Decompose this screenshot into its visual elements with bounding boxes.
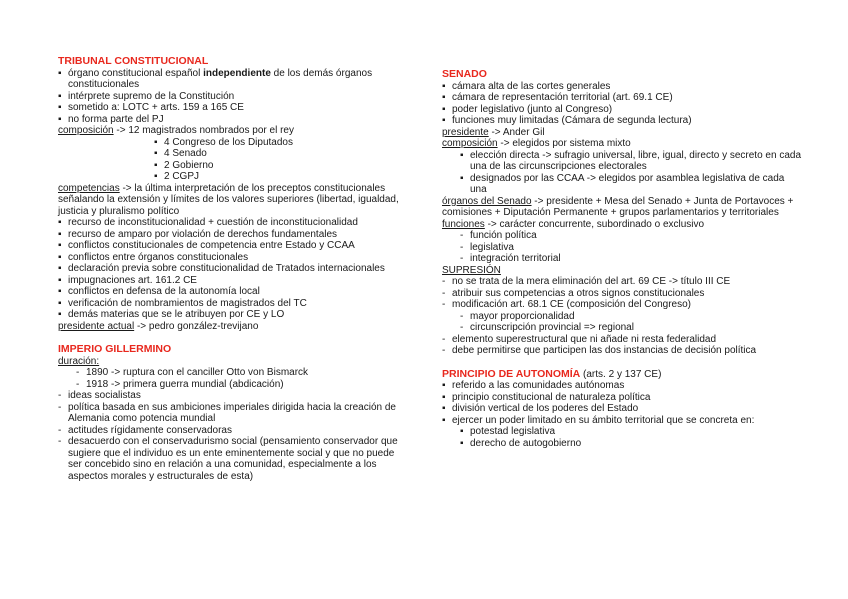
left-column — [58, 56, 408, 482]
list-item: ▪ conflictos constitucionales de competencia entre Estado y CCAA — [58, 240, 355, 251]
list-item: ▪ principio constitucional de naturaleza política — [442, 391, 651, 403]
list-item: ▪ no forma parte del PJ — [58, 113, 164, 125]
list-item: ▪ recurso de inconstitucionalidad + cuestión de inconstitucionalidad — [58, 217, 358, 228]
list-item: - modificación art. 68.1 CE (composición del Congreso) — [442, 299, 691, 310]
list-item: ▪ declaración previa sobre constitucionalidad de Tratados internacionales — [58, 263, 385, 274]
list-item: ▪ sometido a: LOTC + arts. 159 a 165 CE — [58, 102, 244, 113]
list-item: - mayor proporcionalidad — [460, 310, 575, 322]
list-item: ▪ potestad legislativa — [460, 426, 556, 437]
list-item: ▪ intérprete supremo de la Constitución — [58, 90, 235, 102]
list-item: - 1918 -> primera guerra mundial (abdicación) — [76, 378, 284, 390]
list-item: ▪ 4 Congreso de los Diputados — [154, 136, 293, 148]
list-item: ▪ 2 Gobierno — [154, 159, 214, 171]
presidente-line: presidente actual -> pedro gonzález-trevijano — [58, 320, 259, 332]
funciones-line: funciones -> carácter concurrente, subordinado o exclusivo — [442, 218, 705, 230]
list-item: ▪ derecho de autogobierno — [460, 437, 582, 449]
composicion-line: composición -> elegidos por sistema mixto — [442, 138, 631, 149]
list-item: ▪ 4 Senado — [154, 148, 207, 159]
list-item: ▪ conflictos en defensa de la autonomía local — [58, 286, 260, 297]
list-item: - debe permitirse que participen las dos instancias de decisión política — [442, 345, 757, 356]
list-item: - elemento superestructural que ni añade ni resta federalidad — [442, 333, 717, 345]
list-item: ▪ funciones muy limitadas (Cámara de segunda lectura) — [442, 115, 692, 126]
list-item: ▪ demás materias que se le atribuyen por CE y LO — [58, 309, 285, 320]
list-item: ▪ impugnaciones art. 161.2 CE — [58, 274, 197, 286]
tribunal-heading: TRIBUNAL CONSTITUCIONAL — [58, 55, 209, 67]
list-item: ▪ verificación de nombramientos de magistrados del TC — [58, 297, 307, 309]
list-item: - función política — [460, 230, 537, 241]
organos-paragraph: órganos del Senado -> presidente + Mesa del Senado + Junta de Portavoces + comisiones + Diputación Permanente + grupos parlamentarios y territoriales — [442, 195, 794, 218]
list-item: - legislativa — [460, 241, 514, 253]
list-item: ▪ 2 CGPJ — [154, 171, 200, 182]
list-item: ▪ poder legislativo (junto al Congreso) — [442, 103, 613, 115]
list-item: - integración territorial — [460, 253, 561, 264]
imperio-heading: IMPERIO GILLERMINO — [58, 343, 172, 355]
list-item: - política basada en sus ambiciones imperiales dirigida hacia la creación de Alemania como potencia mundial — [58, 401, 396, 424]
list-item: - actitudes rígidamente conservadoras — [58, 424, 232, 436]
list-item: - 1890 -> ruptura con el canciller Otto von Bismarck — [76, 367, 309, 378]
list-item: ▪ conflictos entre órganos constitucionales — [58, 251, 249, 263]
supresion-label: SUPRESIÓN — [442, 264, 501, 276]
list-item: ▪ designados por las CCAA -> elegidos por asamblea legislativa de cada una — [460, 172, 785, 195]
list-item: ▪ elección directa -> sufragio universal, libre, igual, directo y secreto en cada una de las circunscripciones electorales — [460, 149, 802, 172]
duracion-label: duración: — [58, 355, 100, 367]
list-item: - circunscripción provincial => regional — [460, 322, 634, 333]
right-column — [442, 69, 802, 449]
list-item: - ideas socialistas — [58, 390, 141, 401]
presidente-line: presidente -> Ander Gil — [442, 126, 545, 138]
list-item: ▪ cámara alta de las cortes generales — [442, 80, 611, 92]
list-item: ▪ división vertical de los poderes del Estado — [442, 403, 639, 414]
list-item: ▪ ejercer un poder limitado en su ámbito territorial que se concreta en: — [442, 414, 755, 426]
senado-heading: SENADO — [442, 68, 487, 80]
list-item: ▪ referido a las comunidades autónomas — [442, 380, 625, 391]
list-item: ▪ recurso de amparo por violación de derechos fundamentales — [58, 228, 338, 240]
competencias-paragraph: competencias -> la última interpretación de los preceptos constitucionales señalando la extensión y límites de los valores superiores (libertad, igualdad, justicia y pluralismo político — [58, 182, 399, 217]
list-item: ▪ cámara de representación territorial (art. 69.1 CE) — [442, 92, 673, 103]
list-item: - atribuir sus competencias a otros signos constitucionales — [442, 287, 705, 299]
composicion-line: composición -> 12 magistrados nombrados por el rey — [58, 125, 294, 136]
autonomia-heading: PRINCIPIO DE AUTONOMÍA (arts. 2 y 137 CE) — [442, 367, 662, 380]
list-item: - no se trata de la mera eliminación del art. 69 CE -> título III CE — [442, 276, 731, 287]
list-item: ▪ órgano constitucional español independiente de los demás órganos constitucionales — [58, 67, 373, 90]
list-item: - desacuerdo con el conservadurismo social (pensamiento conservador que sugiere que el individuo es un ente eminentemente social y que no puede ser concebido sino en relación a una comunidad, especialmente a los aspectos morales y estructurales de esta) — [58, 436, 398, 482]
